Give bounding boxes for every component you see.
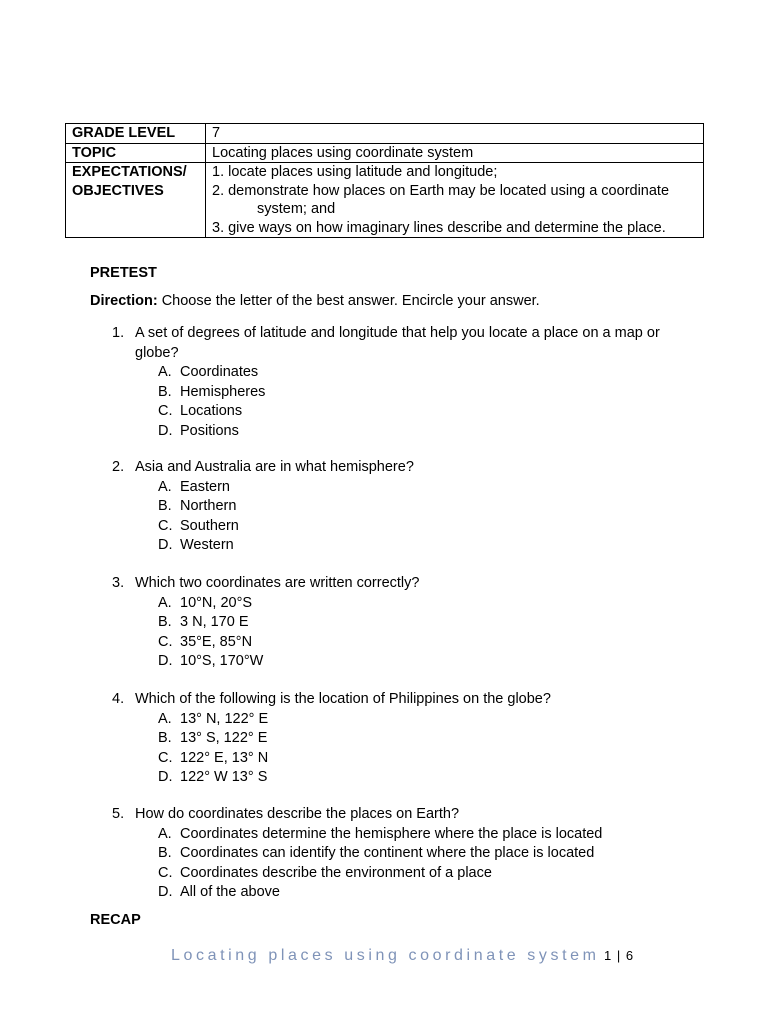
objective-item: 2. demonstrate how places on Earth may be located using a coordinate [212,182,670,199]
pretest-heading: PRETEST [90,265,157,281]
choice-c[interactable] [112,864,692,884]
choice-letter: B. [158,614,172,630]
topic-label: TOPIC [66,143,206,163]
page-footer [171,947,634,965]
choice-text: 10°S, 170°W [180,653,264,669]
objectives-row [66,163,704,238]
choice-b[interactable] [112,729,692,749]
question-number: 1. [112,325,125,341]
choice-text: Eastern [180,478,230,495]
choice-b[interactable] [112,383,692,403]
choice-text: 10°N, 20°S [180,594,253,611]
choice-letter: A. [158,594,172,611]
choice-list [112,478,692,556]
choice-text: 122° E, 13° N [180,749,269,766]
choice-text: 13° S, 122° E [180,730,268,746]
direction-label: Direction: [90,293,158,309]
question-1 [112,324,692,441]
choice-letter: B. [158,383,172,400]
choice-list [112,594,692,672]
choice-letter: C. [158,749,173,766]
choice-c[interactable] [112,517,692,537]
choice-letter: A. [158,364,172,380]
choice-c[interactable] [112,633,692,653]
choice-a[interactable] [112,363,692,383]
choice-text: Coordinates can identify the continent where the place is located [180,845,595,861]
choice-letter: B. [158,498,172,514]
choice-letter: A. [158,825,172,842]
direction-instruction [90,293,540,309]
choice-b[interactable] [112,613,692,633]
objectives-label-line-1: EXPECTATIONS/ [72,164,187,180]
choice-letter: C. [158,403,173,419]
choice-text: Coordinates [180,364,259,380]
objective-item-continuation: system; and [257,201,336,217]
question-5 [112,805,692,903]
choice-b[interactable] [112,844,692,864]
choice-letter: D. [158,422,173,439]
choice-list [112,363,692,441]
question-number: 4. [112,691,125,707]
choice-text: Coordinates determine the hemisphere where the place is located [180,825,603,842]
choice-letter: A. [158,710,172,727]
question-number: 2. [112,459,125,475]
objective-item: 3. give ways on how imaginary lines describe and determine the place. [212,219,666,236]
choice-text: Coordinates describe the environment of a place [180,864,492,881]
question-number: 5. [112,806,125,822]
choice-text: Northern [180,498,237,514]
recap-heading: RECAP [90,912,141,928]
question-3 [112,574,692,672]
choice-list [112,825,692,903]
choice-text: Hemispheres [180,383,266,400]
choice-letter: C. [158,864,173,881]
question-text: Asia and Australia are in what hemisphere? [135,459,414,475]
choice-letter: D. [158,653,173,669]
question-number: 3. [112,575,125,591]
choice-letter: A. [158,478,172,495]
choice-a[interactable] [112,710,692,730]
choice-letter: D. [158,769,173,785]
question-2 [112,458,692,556]
choice-d[interactable] [112,652,692,672]
page-number: 1 | 6 [604,948,635,963]
objectives-label-line-2: OBJECTIVES [72,182,164,199]
topic-value: Locating places using coordinate system [206,143,704,163]
choice-a[interactable] [112,478,692,498]
choice-text: Southern [180,517,239,534]
direction-text: Choose the letter of the best answer. Encircle your answer. [157,293,540,309]
choice-d[interactable] [112,768,692,788]
choice-b[interactable] [112,497,692,517]
choice-a[interactable] [112,594,692,614]
choice-text: 35°E, 85°N [180,633,253,650]
choice-letter: B. [158,845,172,861]
choice-a[interactable] [112,825,692,845]
question-text: Which of the following is the location of Philippines on the globe? [135,691,551,707]
choice-d[interactable] [112,536,692,556]
objectives-list [206,163,704,238]
choice-d[interactable] [112,883,692,903]
grade-level-label: GRADE LEVEL [66,124,206,144]
choice-letter: C. [158,517,173,534]
choice-letter: B. [158,730,172,746]
choice-letter: D. [158,537,173,553]
grade-level-value: 7 [206,124,704,144]
question-text: A set of degrees of latitude and longitude that help you locate a place on a map or globe? [135,325,660,361]
topic-row [66,143,704,163]
lesson-info-table [65,123,704,238]
choice-text: 13° N, 122° E [180,710,269,727]
choice-c[interactable] [112,402,692,422]
question-text: How do coordinates describe the places on Earth? [135,806,460,822]
choice-list [112,710,692,788]
question-4 [112,690,692,788]
grade-level-row [66,124,704,144]
choice-text: Positions [180,422,239,439]
objective-item: 1. locate places using latitude and longitude; [212,164,498,180]
question-text: Which two coordinates are written correctly? [135,575,420,591]
choice-letter: C. [158,633,173,650]
choice-text: All of the above [180,884,280,900]
choice-letter: D. [158,884,173,900]
choice-text: 3 N, 170 E [180,614,249,630]
choice-d[interactable] [112,422,692,442]
choice-c[interactable] [112,749,692,769]
objectives-label [66,163,206,238]
choice-text: Western [180,537,234,553]
footer-title: Locating places using coordinate system [171,947,600,964]
choice-text: 122° W 13° S [180,769,268,785]
choice-text: Locations [180,403,243,419]
